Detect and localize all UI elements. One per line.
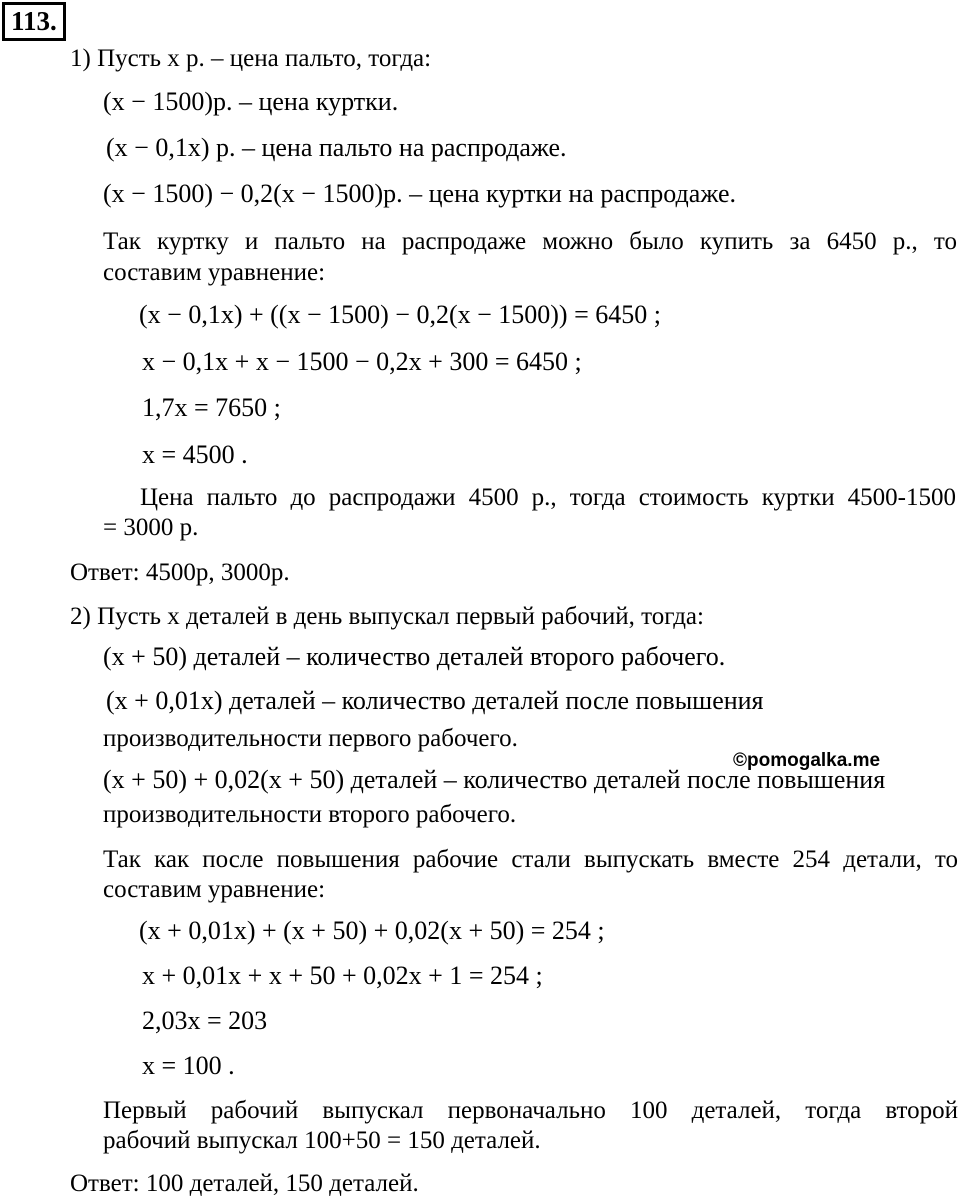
- part1-jacket-price: (x − 1500)р. – цена куртки.: [103, 87, 399, 116]
- part1-conclusion-line2: = 3000 р.: [103, 514, 199, 541]
- part1-text-line1: Так куртку и пальто на распродаже можно было купить за 6450 р., то: [103, 228, 957, 255]
- part2-first-worker-after-line2: производительности первого рабочего.: [103, 725, 518, 752]
- part1-equation-4: x = 4500 .: [142, 440, 248, 469]
- part2-answer: Ответ: 100 деталей, 150 деталей.: [70, 1170, 419, 1197]
- part1-equation-1: (x − 0,1x) + ((x − 1500) − 0,2(x − 1500)) = 6450 ;: [139, 300, 661, 329]
- part1-answer: Ответ: 4500р, 3000р.: [70, 559, 290, 586]
- part2-conclusion-line1: Первый рабочий выпускал первоначально 100 деталей, тогда второй: [103, 1097, 958, 1124]
- part2-equation-1: (x + 0,01x) + (x + 50) + 0,02(x + 50) = 254 ;: [139, 916, 605, 945]
- part1-coat-sale-price: (x − 0,1x) р. – цена пальто на распродаже.: [106, 133, 567, 162]
- part2-equation-2: x + 0,01x + x + 50 + 0,02x + 1 = 254 ;: [142, 961, 543, 990]
- part1-jacket-sale-price: (x − 1500) − 0,2(x − 1500)р. – цена куртки на распродаже.: [103, 179, 736, 208]
- part1-equation-3: 1,7x = 7650 ;: [142, 393, 281, 422]
- part2-equation-3: 2,03x = 203: [142, 1006, 268, 1035]
- part1-equation-2: x − 0,1x + x − 1500 − 0,2x + 300 = 6450 ;: [142, 347, 582, 376]
- part2-equation-4: x = 100 .: [142, 1051, 235, 1080]
- watermark: ©pomogalka.me: [733, 750, 881, 771]
- part2-text-line1: Так как после повышения рабочие стали выпускать вместе 254 детали, то: [103, 846, 958, 873]
- part2-second-worker-after-line2: производительности второго рабочего.: [103, 801, 517, 828]
- part2-second-worker-after-line1: (x + 50) + 0,02(x + 50) деталей – количество деталей после повышения: [103, 765, 886, 794]
- part2-text-line2: составим уравнение:: [103, 876, 326, 903]
- part1-conclusion-line1: Цена пальто до распродажи 4500 р., тогда стоимость куртки 4500-1500: [140, 484, 956, 511]
- part1-intro: 1) Пусть x р. – цена пальто, тогда:: [70, 45, 432, 72]
- part2-second-worker: (x + 50) деталей – количество деталей второго рабочего.: [103, 642, 726, 671]
- part2-first-worker-after-line1: (x + 0,01x) деталей – количество деталей после повышения: [106, 686, 764, 715]
- part1-text-line2: составим уравнение:: [103, 259, 326, 286]
- part2-intro: 2) Пусть x деталей в день выпускал первый рабочий, тогда:: [70, 603, 704, 630]
- part2-conclusion-line2: рабочий выпускал 100+50 = 150 деталей.: [103, 1127, 541, 1154]
- problem-number: 113.: [2, 2, 66, 41]
